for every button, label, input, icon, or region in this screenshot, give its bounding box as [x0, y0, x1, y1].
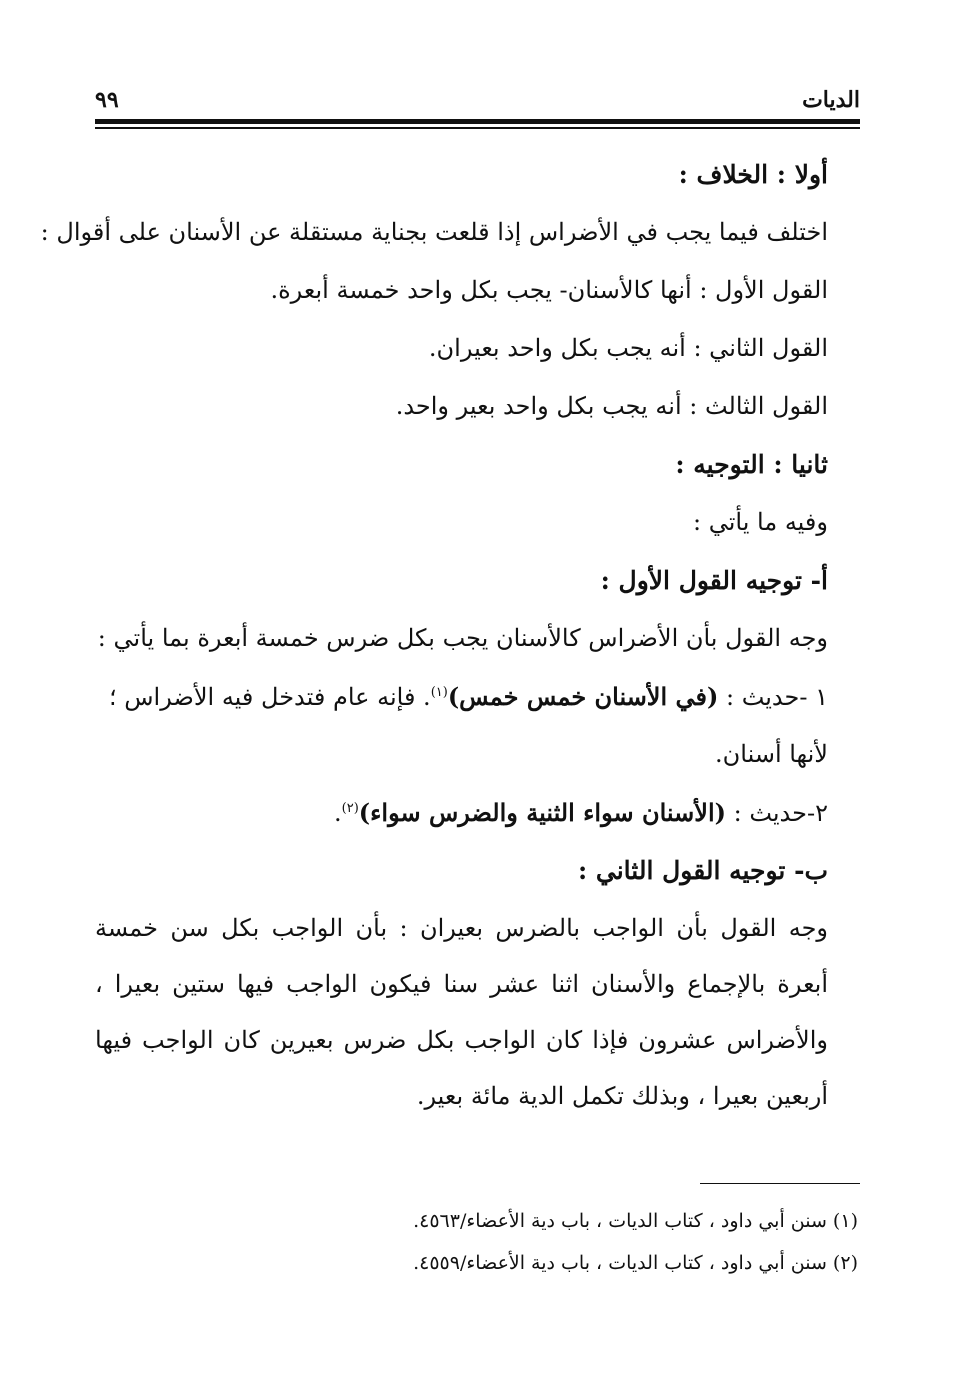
- running-header: [95, 85, 860, 115]
- page-number: ٩٩: [95, 87, 119, 113]
- body-line: والأضراس عشرون فإذا كان الواجب بكل ضرس بعيرين كان الواجب فيها: [95, 1026, 828, 1054]
- body-line: أربعين بعيرا ، وبذلك تكمل الدية مائة بعير.: [416, 1082, 828, 1110]
- footnote-marker: (١): [430, 685, 448, 700]
- header-rule-thin: [95, 127, 860, 129]
- body-line: وجه القول بأن الواجب بالضرس بعيران : بأن الواجب بكل سن خمسة: [95, 914, 828, 942]
- hadith-quote: (في الأسنان خمس خمس): [447, 682, 719, 711]
- hadith-quote: (الأسنان سواء الثنية والضرس سواء): [358, 798, 726, 827]
- chapter-title: الديات: [802, 87, 860, 113]
- footnote-2: (٢) سنن أبي داود ، كتاب الديات ، باب دية الأعضاء/٤٥٥٩.: [413, 1252, 858, 1274]
- hadith-line-1: [109, 682, 828, 711]
- hadith-prefix: ٢-حديث :: [725, 799, 828, 827]
- body-line: القول الثالث : أنه يجب بكل واحد بعير واحد.: [395, 392, 828, 420]
- body-line: أبعرة بالإجماع والأسنان اثنا عشر سنا فيكون الواجب فيها ستين بعيرا ،: [95, 970, 828, 998]
- footnote-marker: (٢): [341, 801, 359, 816]
- heading-justification: ثانيا : التوجيه :: [675, 450, 828, 479]
- hadith-prefix: ١ -حديث :: [718, 683, 828, 711]
- subheading-first-opinion: أ- توجيه القول الأول :: [600, 566, 828, 595]
- body-line: وجه القول بأن الأضراس كالأسنان يجب بكل ضرس خمسة أبعرة بما يأتي :: [97, 624, 828, 652]
- subheading-second-opinion: ب- توجيه القول الثاني :: [577, 856, 828, 885]
- body-line: وفيه ما يأتي :: [693, 508, 828, 536]
- body-line: لأنها أسنان.: [715, 740, 828, 768]
- footnote-1: (١) سنن أبي داود ، كتاب الديات ، باب دية الأعضاء/٤٥٦٣.: [413, 1210, 858, 1232]
- hadith-end: .: [333, 799, 342, 827]
- body-line: القول الثاني : أنه يجب بكل واحد بعيران.: [428, 334, 828, 362]
- header-rule-thick: [95, 119, 860, 124]
- heading-disagreement: أولا : الخلاف :: [678, 160, 828, 189]
- body-line: القول الأول : أنها كالأسنان- يجب بكل واحد خمسة أبعرة.: [270, 276, 828, 304]
- body-line: اختلف فيما يجب في الأضراس إذا قلعت بجناية مستقلة عن الأسنان على أقوال :: [40, 218, 828, 246]
- footnote-separator: [700, 1183, 860, 1184]
- hadith-comment: . فإنه عام فتدخل فيه الأضراس ؛: [108, 683, 431, 711]
- hadith-line-2: [334, 798, 828, 827]
